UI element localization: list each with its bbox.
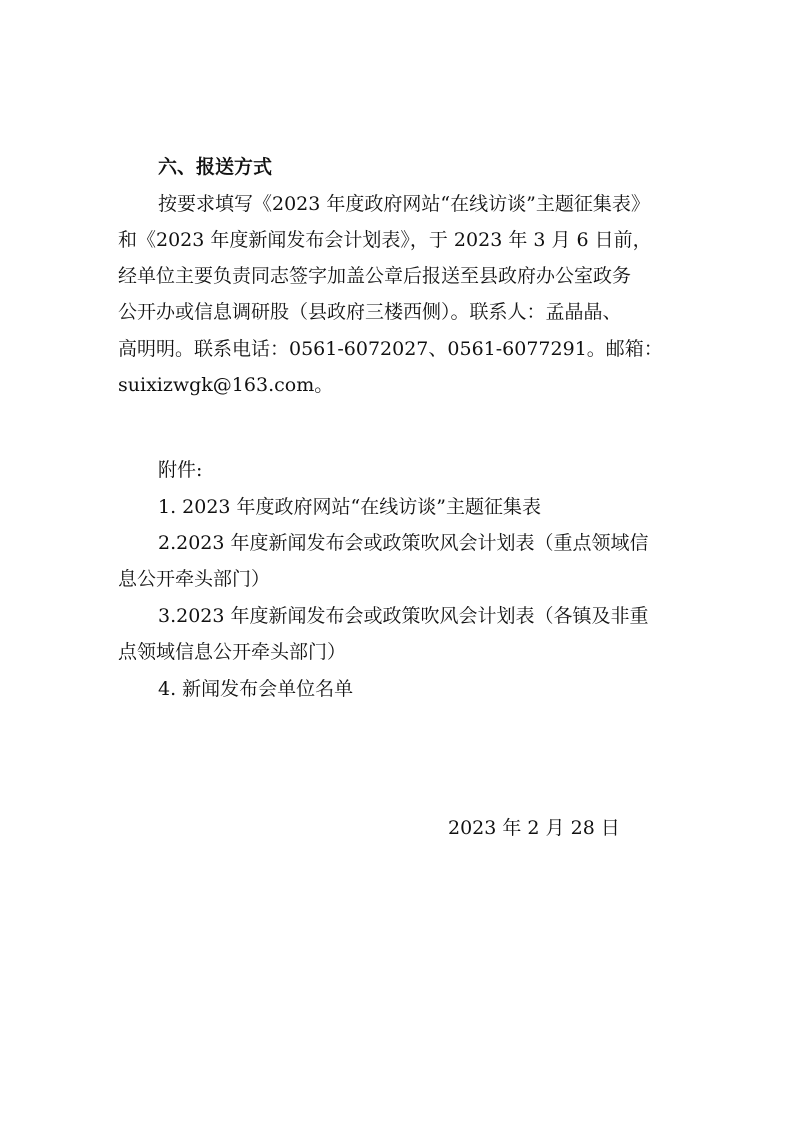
attachment-item: 4. 新闻发布会单位名单 [158,678,354,700]
attachment-item: 2.2023 年度新闻发布会或政策吹风会计划表（重点领域信 [158,532,649,554]
attachment-item: 3.2023 年度新闻发布会或政策吹风会计划表（各镇及非重 [158,605,649,627]
paragraph-line: 按要求填写《2023 年度政府网站“在线访谈”主题征集表》 [158,193,650,215]
attachment-item-continuation: 点领域信息公开牵头部门） [118,641,347,663]
section-heading: 六、报送方式 [158,156,273,178]
attachment-item: 1. 2023 年度政府网站“在线访谈”主题征集表 [158,496,541,518]
paragraph-line: 经单位主要负责同志签字加盖公章后报送至县政府办公室政务 [118,265,632,287]
document-date: 2023 年 2 月 28 日 [448,817,620,839]
paragraph-line: 高明明。联系电话：0561-6072027、0561-6077291。邮箱： [118,338,663,360]
paragraph-line: 公开办或信息调研股（县政府三楼西侧）。联系人：孟晶晶、 [118,301,622,323]
paragraph-line: 和《2023 年度新闻发布会计划表》，于 2023 年 3 月 6 日前， [118,229,652,251]
attachments-label: 附件: [158,459,203,481]
email-line: suixizwgk@163.com。 [118,374,334,396]
attachment-item-continuation: 息公开牵头部门） [118,568,271,590]
